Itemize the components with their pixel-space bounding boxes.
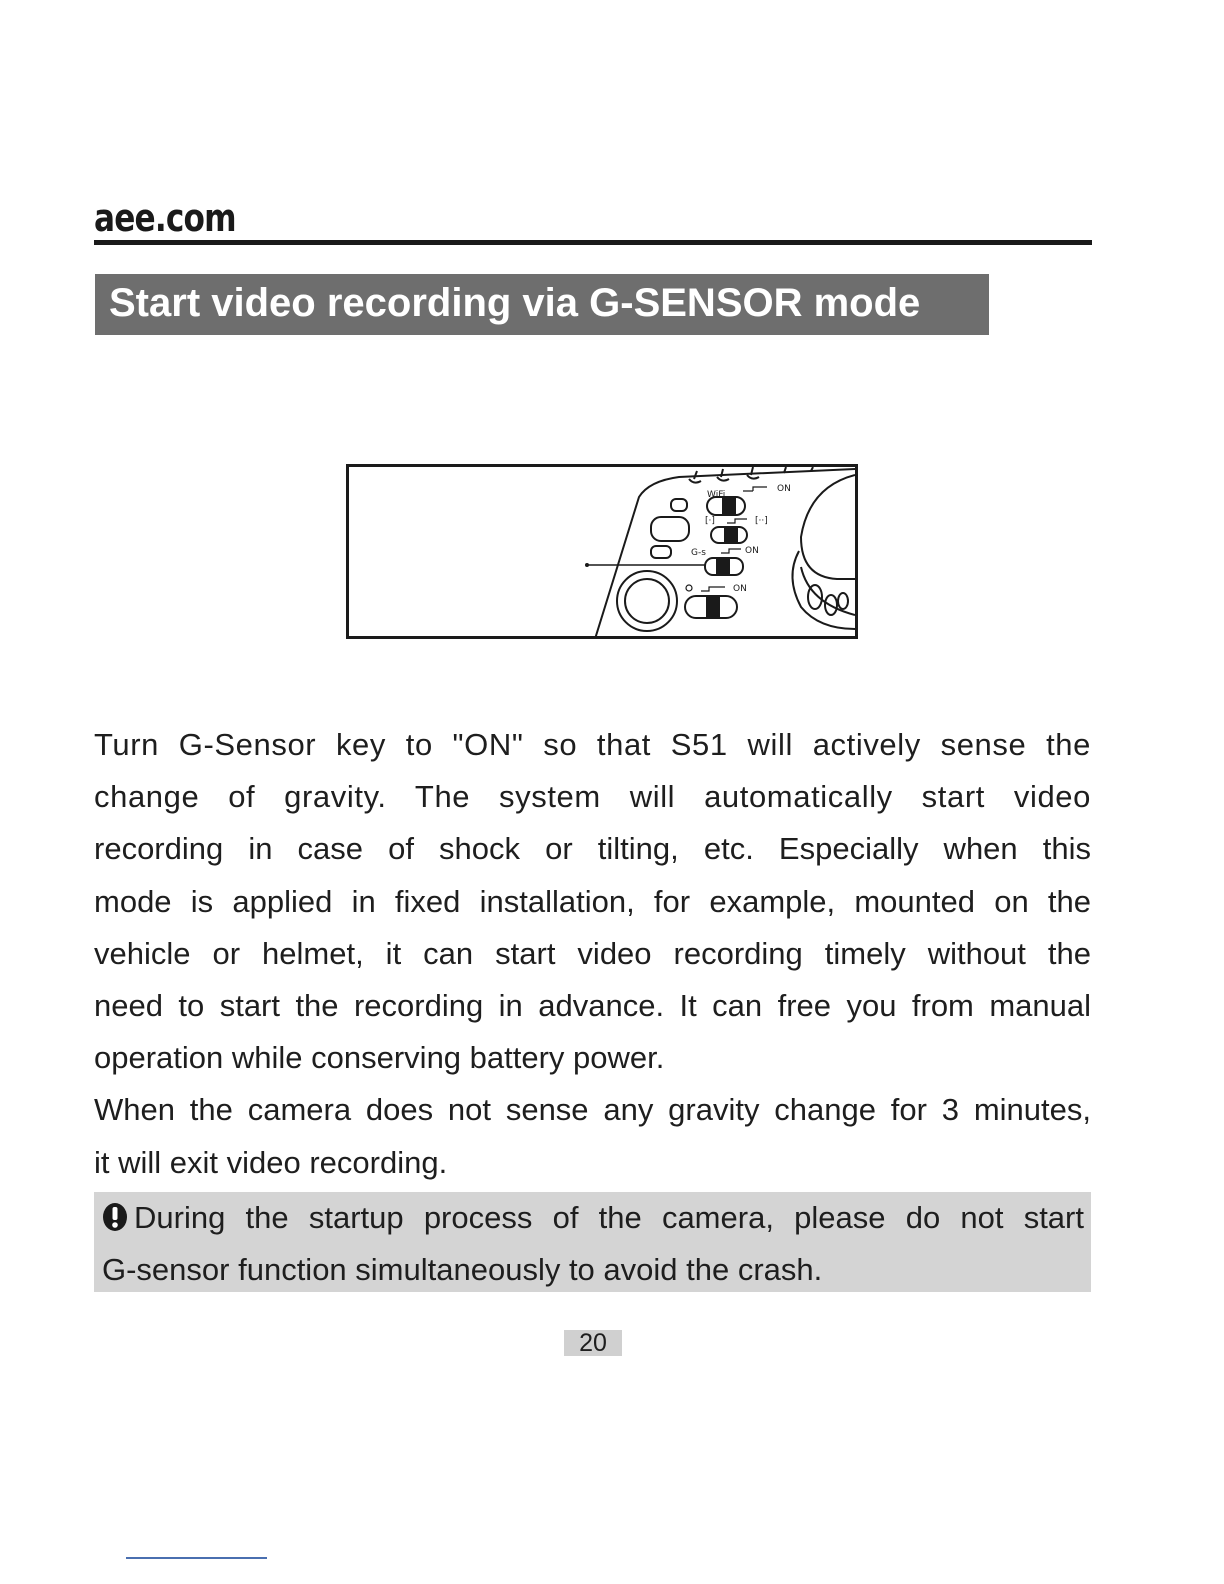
header-rule (94, 240, 1092, 245)
camera-switch-illustration (346, 464, 858, 639)
body-line: mode is applied in fixed installation, for example, mounted on the (94, 883, 1091, 919)
page-number: 20 (564, 1330, 622, 1356)
mode-right-label: [··] (755, 516, 768, 526)
body-line: Turn G-Sensor key to "ON" so that S51 will actively sense the (94, 727, 1091, 762)
body-line: change of gravity. The system will automatically start video (94, 779, 1091, 815)
wifi-on-label: ON (777, 484, 791, 494)
gsensor-label: G-s (691, 548, 706, 558)
mode-left-label: [·] (705, 516, 715, 526)
warning-note (94, 1192, 1091, 1292)
body-line: need to start the recording in advance. It can free you from manual (94, 988, 1091, 1024)
body-line: recording in case of shock or tilting, etc. Especially when this (94, 831, 1091, 867)
gsensor-on-label: ON (745, 546, 759, 556)
body-line: When the camera does not sense any gravity change for 3 minutes, (94, 1092, 1091, 1128)
warning-note-text (102, 1192, 1084, 1296)
wifi-label: WiFi (707, 490, 726, 500)
body-line: operation while conserving battery power. (94, 1040, 665, 1076)
warning-line-2: G-sensor function simultaneously to avoid the crash. (102, 1252, 823, 1287)
footer-line (126, 1557, 267, 1559)
warning-icon (102, 1202, 128, 1232)
warning-line-1: During the startup process of the camera, please do not start (134, 1200, 1084, 1235)
body-line: it will exit video recording. (94, 1144, 448, 1180)
camera-switch-drawing (349, 467, 855, 636)
section-title: Start video recording via G-SENSOR mode (109, 281, 921, 325)
body-line: vehicle or helmet, it can start video recording timely without the (94, 935, 1091, 971)
brand-logo: aee.com (94, 196, 236, 240)
section-title-bar (95, 274, 989, 335)
power-on-label: ON (733, 584, 747, 594)
body-text (94, 719, 1091, 1189)
